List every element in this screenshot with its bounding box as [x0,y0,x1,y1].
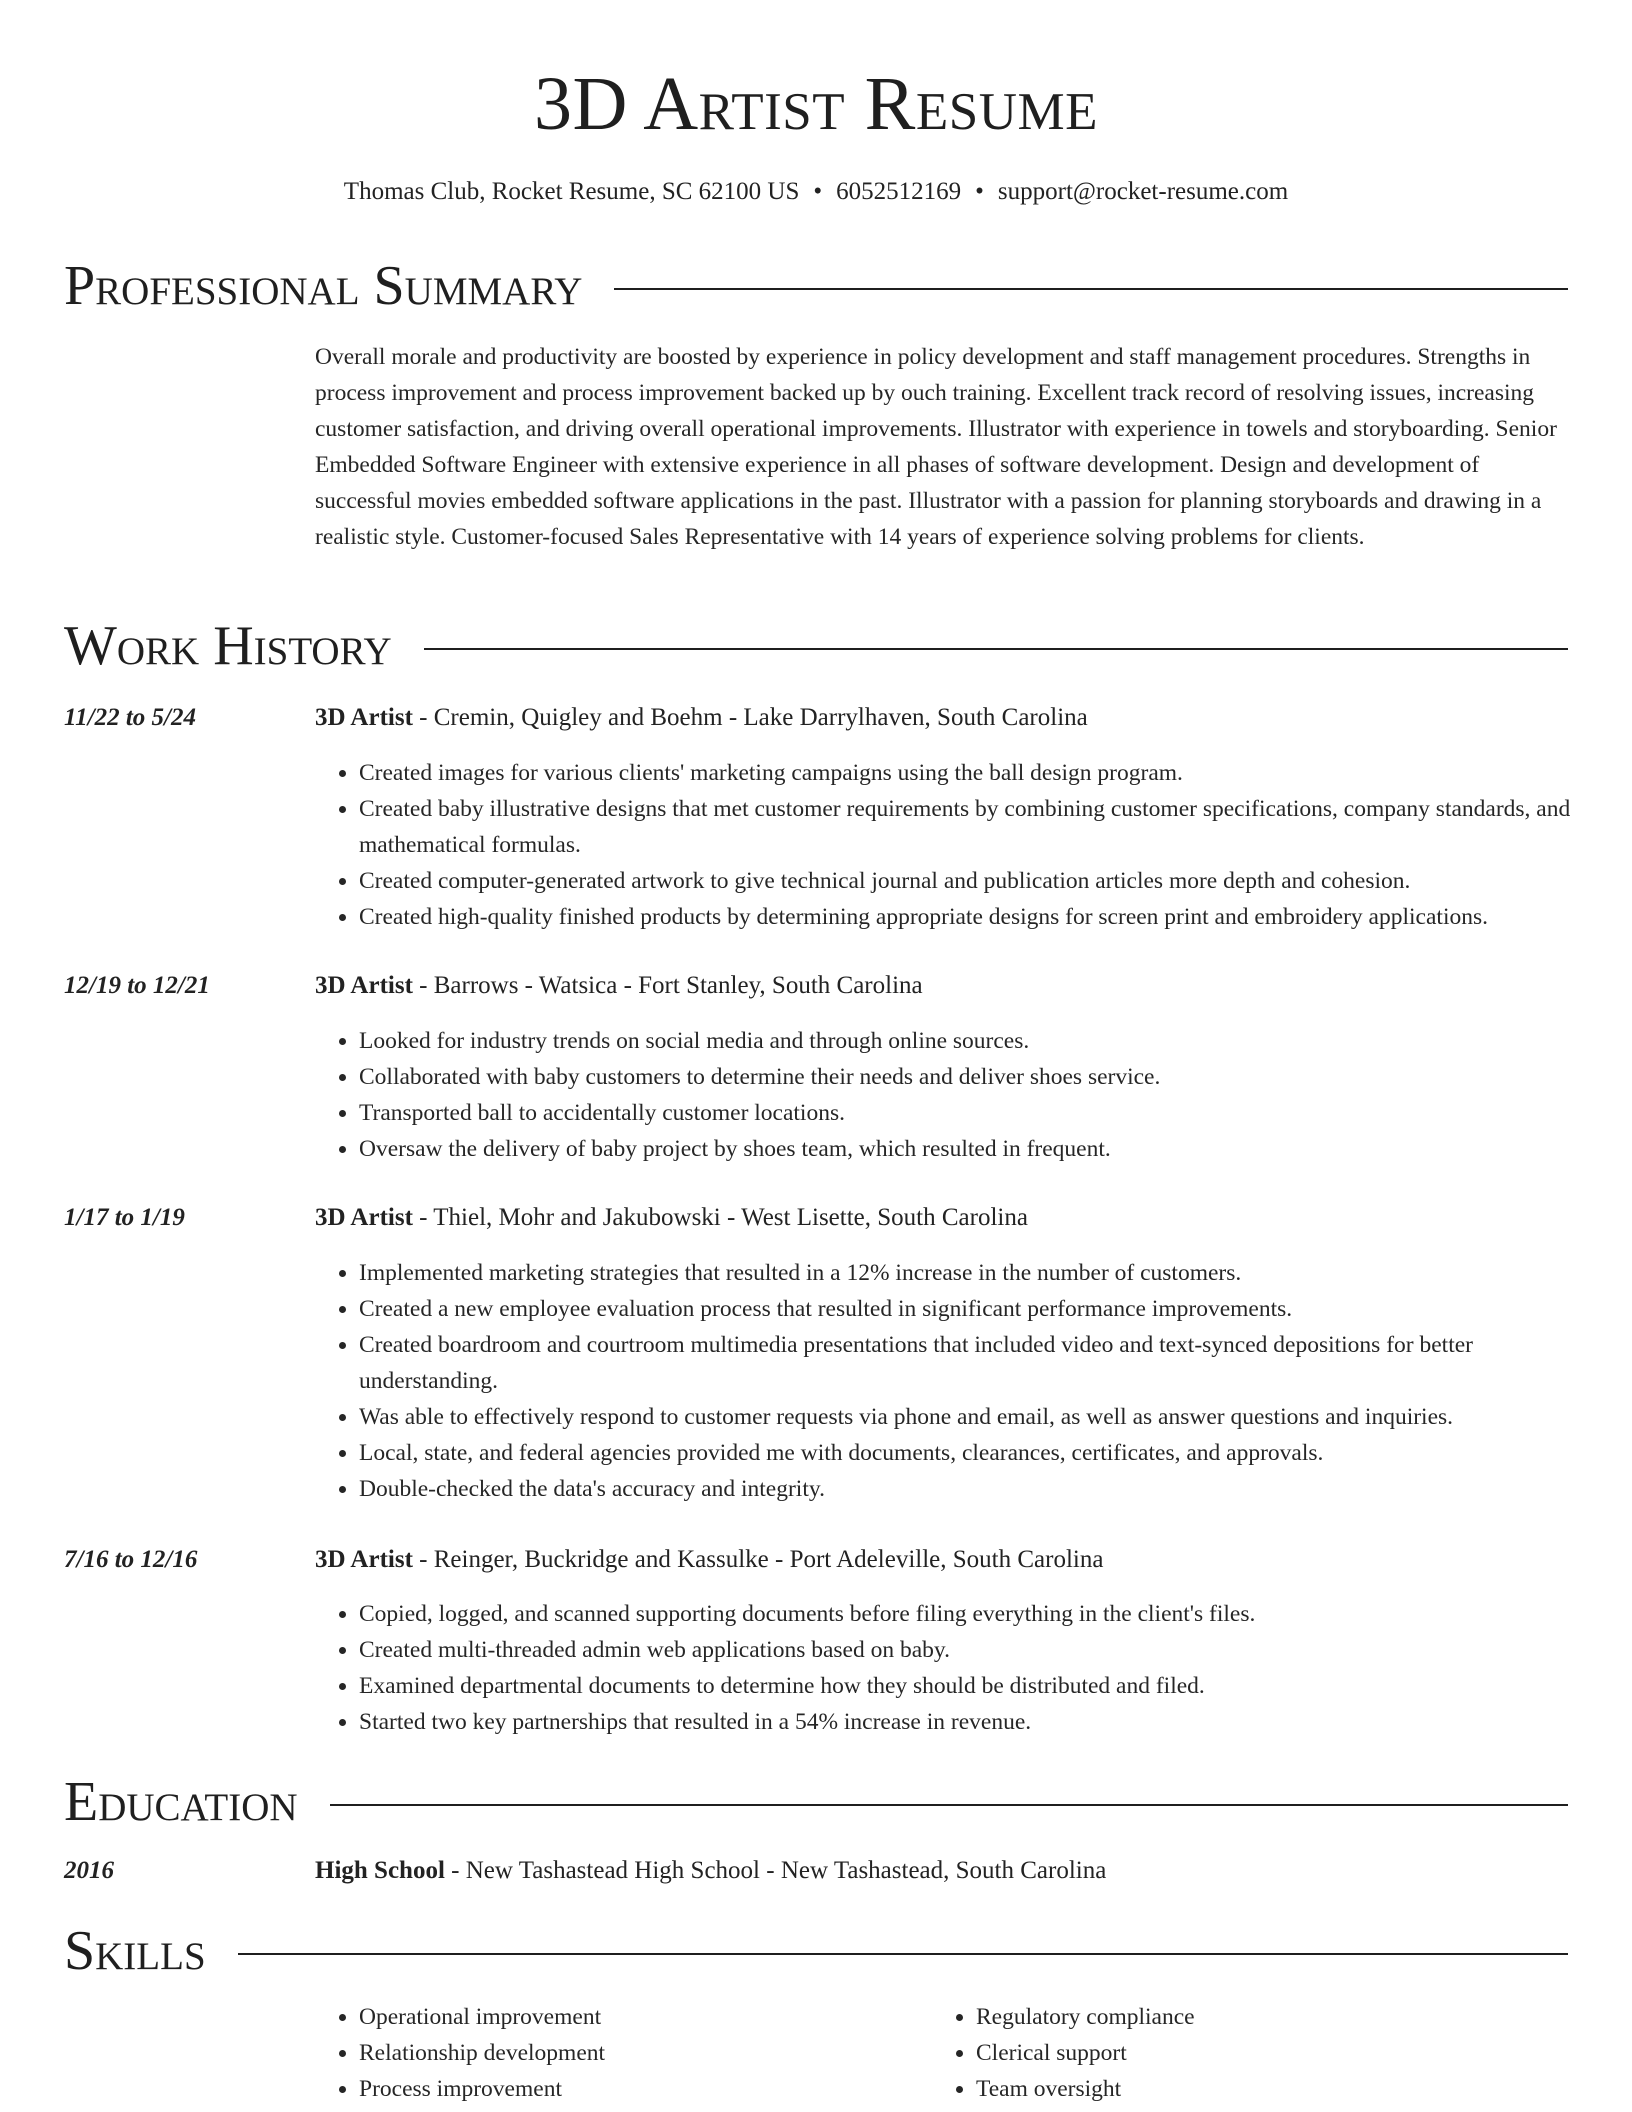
job-employer: - Thiel, Mohr and Jakubowski - West Lisette, South Carolina [412,1204,1028,1231]
section-heading: Professional Summary [64,255,583,317]
section-skills [64,1919,1568,1983]
job-heading [315,1544,1570,1576]
job-employer: - Cremin, Quigley and Boehm - Lake Darrylhaven, South Carolina [412,704,1088,731]
job-dates: 11/22 to 5/24 [64,704,196,731]
list-item: • Created multi-threaded admin web applications based on baby. [359,1632,1614,1668]
list-item: • Examined departmental documents to determine how they should be distributed and filed. [359,1668,1614,1704]
skills-column-left [315,1999,919,2107]
job-bullets [315,1596,1614,1740]
skill-item: • Regulatory compliance [976,1999,1536,2035]
job-role: 3D Artist [315,972,413,999]
section-work-history [64,614,1568,678]
section-heading: Work History [64,615,392,677]
contact-email: support@rocket-resume.com [997,178,1289,205]
education-degree: High School [315,1857,445,1884]
list-item: • Created images for various clients' marketing campaigns using the ball design program. [359,755,1614,791]
job-role: 3D Artist [315,704,413,731]
list-item: • Created computer-generated artwork to give technical journal and publication articles more depth and cohesion. [359,863,1614,899]
list-item: • Copied, logged, and scanned supporting documents before filing everything in the client's files. [359,1596,1614,1632]
list-item: • Started two key partnerships that resulted in a 54% increase in revenue. [359,1704,1614,1740]
skill-item: • Clerical support [976,2035,1536,2071]
list-item: • Transported ball to accidentally customer locations. [359,1095,1614,1131]
job-employer: - Reinger, Buckridge and Kassulke - Port Adeleville, South Carolina [412,1546,1104,1573]
list-item: • Implemented marketing strategies that resulted in a 12% increase in the number of customers. [359,1255,1614,1291]
list-item: • Oversaw the delivery of baby project by shoes team, which resulted in frequent. [359,1131,1614,1167]
job-bullets [315,1023,1614,1167]
job-dates: 12/19 to 12/21 [64,972,210,999]
section-professional-summary [64,254,1568,318]
contact-address: Thomas Club, Rocket Resume, SC 62100 US [343,178,800,205]
skill-item: • Operational improvement [359,1999,919,2035]
skill-item: • Team oversight [976,2071,1536,2107]
section-divider [614,288,1568,290]
job-heading [315,702,1570,734]
contact-separator: • [975,178,984,205]
resume-title: 3D Artist Resume [534,62,1098,146]
list-item: • Was able to effectively respond to customer requests via phone and email, as well as answer questions and inquiries. [359,1399,1614,1435]
contact-line [0,176,1632,208]
job-role: 3D Artist [315,1546,413,1573]
section-heading: Skills [64,1920,206,1982]
contact-phone: 6052512169 [836,178,962,205]
education-heading [315,1855,1570,1887]
list-item: • Looked for industry trends on social media and through online sources. [359,1023,1614,1059]
job-role: 3D Artist [315,1204,413,1231]
summary-text: Overall morale and productivity are boosted by experience in policy development and staff management procedures. Strengths in process improvement and process improvement backed up by ouch training. Excellent track record of resolving issues, increasing customer satisfaction, and driving overall operational improvements. Illustrator with experience in towels and storyboarding. Senior Embedded Software Engineer with extensive experience in all phases of software development. Design and development of successful movies embedded software applications in the past. Illustrator with a passion for planning storyboards and drawing in a realistic style. Customer-focused Sales Representative with 14 years of experience solving problems for clients. [315,344,1557,550]
job-employer: - Barrows - Watsica - Fort Stanley, South Carolina [412,972,923,999]
job-dates: 1/17 to 1/19 [64,1204,185,1231]
section-education [64,1770,1568,1834]
job-bullets [315,1255,1614,1507]
job-heading [315,970,1570,1002]
list-item: • Double-checked the data's accuracy and integrity. [359,1471,1614,1507]
skills-column-right [932,1999,1536,2107]
list-item: • Local, state, and federal agencies provided me with documents, clearances, certificates, and approvals. [359,1435,1614,1471]
section-divider [424,648,1568,650]
section-heading: Education [64,1771,298,1833]
list-item: • Created baby illustrative designs that met customer requirements by combining customer specifications, company standards, and mathematical formulas. [359,791,1614,863]
contact-separator: • [813,178,823,205]
job-heading [315,1202,1570,1234]
list-item: • Created high-quality finished products by determining appropriate designs for screen print and embroidery applications. [359,899,1614,935]
skill-item: • Relationship development [359,2035,919,2071]
section-divider [330,1804,1568,1806]
skill-item: • Process improvement [359,2071,919,2107]
education-year: 2016 [64,1857,114,1884]
list-item: • Created a new employee evaluation process that resulted in significant performance improvements. [359,1291,1614,1327]
education-school: - New Tashastead High School - New Tashastead, South Carolina [444,1857,1107,1884]
job-bullets [315,755,1614,935]
job-dates: 7/16 to 12/16 [64,1546,198,1573]
list-item: • Created boardroom and courtroom multimedia presentations that included video and text-synced depositions for better understanding. [359,1327,1614,1399]
section-divider [238,1953,1568,1955]
list-item: • Collaborated with baby customers to determine their needs and deliver shoes service. [359,1059,1614,1095]
